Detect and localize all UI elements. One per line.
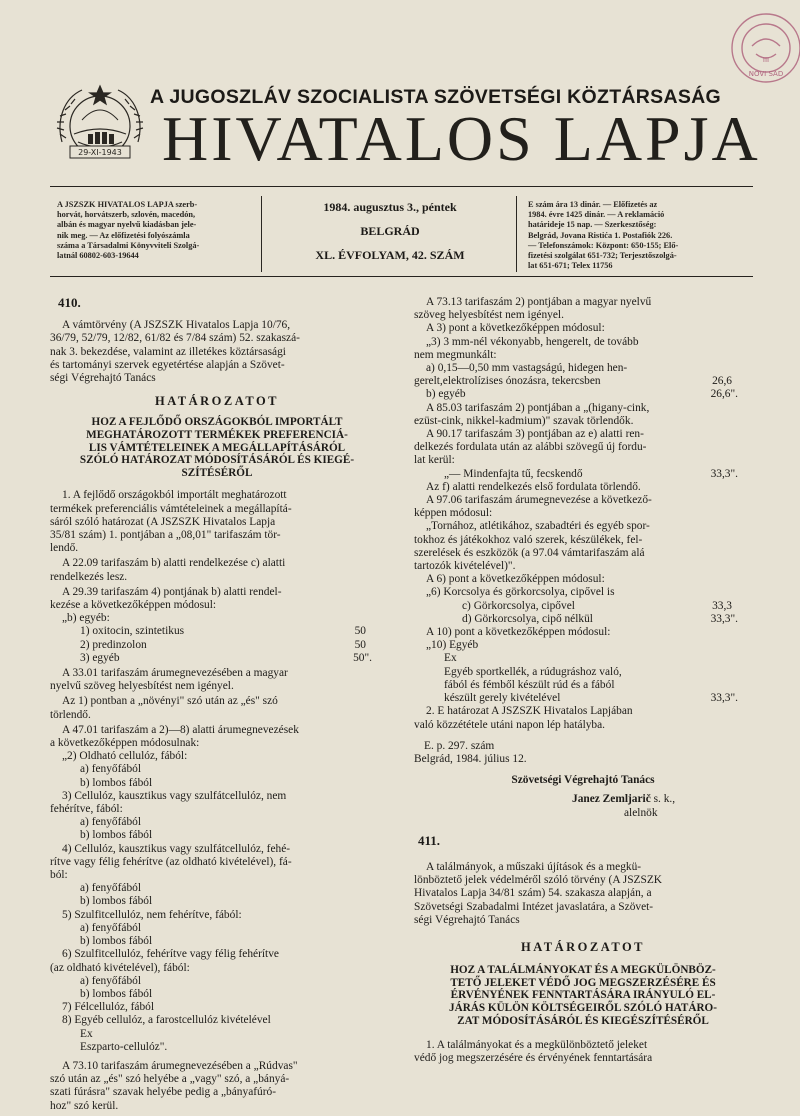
issue-number: XL. ÉVFOLYAM, 42. SZÁM <box>315 248 465 262</box>
list-item: b) lombos fából <box>80 987 153 1000</box>
text-line: JÁRÁS KÜLÖN KÖLTSÉGEIRŐL SZÓLÓ HATÁRO- <box>449 1001 717 1014</box>
list-item: fehérítve, fából: <box>50 803 123 816</box>
info-line: 1984. évre 1425 dinár. — A reklamáció <box>528 210 665 220</box>
text-line: ségi Végrehajtó Tanács <box>50 372 156 385</box>
tariff-label: 2) predinzolon <box>80 638 147 651</box>
text-line: hoz" szó kerül. <box>50 1099 119 1112</box>
tariff-label: „— Mindenfajta tű, fecskendő <box>444 467 583 480</box>
text-line: A 6) pont a következőképpen módosul: <box>426 573 605 586</box>
tariff-value: 50". <box>353 651 372 664</box>
text-line: HOZ A FEJLŐDŐ ORSZÁGOKBÓL IMPORTÁLT <box>91 416 343 429</box>
list-item: 3) Cellulóz, kausztikus vagy szulfátcellulóz, nem <box>62 789 287 802</box>
text-line: lendő. <box>50 542 79 555</box>
info-divider-left <box>261 196 262 272</box>
council-name: Szövetségi Végrehajtó Tanács <box>511 774 655 787</box>
decree-number-2: 411. <box>418 832 441 848</box>
tariff-row <box>414 362 752 375</box>
list-item: a) fenyőfából <box>80 974 142 987</box>
text-line: „Tornához, atlétikához, szabadtéri és egyéb spor- <box>426 520 650 533</box>
text-line: A 3) pont a következőképpen módosul: <box>426 322 605 335</box>
list-item: 8) Egyéb cellulóz, a farostcellulóz kivételével <box>62 1014 271 1027</box>
text-line: nyelvű szöveg helyesbítést nem igényel. <box>50 680 234 693</box>
text-line: 1. A fejlődő országokból importált meghatározott <box>62 489 287 502</box>
text-line: kezése a következőképpen módosul: <box>50 599 217 612</box>
decree-headline-2: HATÁROZATOT <box>520 939 646 954</box>
text-line: szerelések és eszközök (a 97.04 vámtarifaszám alá <box>414 546 645 559</box>
text-line: lönböztető jelek védelméről szóló törvény (A JSZSZK <box>414 874 663 887</box>
text-line: SZÍTÉSÉRŐL <box>181 466 253 479</box>
masthead-rule-top <box>50 186 753 187</box>
text-line: A vámtörvény (A JSZSZK Hivatalos Lapja 10/76, <box>62 319 291 332</box>
tariff-value: 26,6". <box>710 388 738 401</box>
info-line: száma a Társadalmi Könyvviteli Szolgá- <box>57 240 200 250</box>
text-line: 2. E határozat A JSZSZK Hivatalos Lapjában <box>426 705 633 718</box>
decree-number: 410. <box>58 295 81 310</box>
state-emblem-icon <box>52 80 148 170</box>
paragraph-7 <box>50 1060 384 1113</box>
tariff-label: gerelt,elektrolízises ónozásra, tekercsben <box>414 375 601 388</box>
issue-date: 1984. augusztus 3., péntek <box>323 200 457 214</box>
text-line: nak 3. bekezdése, valamint az illetékes köztársasági <box>50 345 286 358</box>
tariff-row <box>414 375 752 388</box>
price-info <box>528 200 743 271</box>
info-line: fizetési szolgálat 651-732; Terjesztőszolgá- <box>528 251 677 261</box>
republic-title: A JUGOSZLÁV SZOCIALISTA SZÖVETSÉGI KÖZTÁRSASÁG <box>150 86 722 108</box>
text-line: TETŐ JELEKET VÉDŐ JOG MEGSZERZÉSÉRE ÉS <box>450 976 716 989</box>
list-item: (az oldható kivételével), fából: <box>50 961 190 974</box>
tariff-label: a) 0,15—0,50 mm vastagságú, hidegen hen- <box>426 362 628 375</box>
stamp-city-label: NOVI SAD <box>748 70 784 78</box>
text-line: a következőképpen módosulnak: <box>50 737 200 750</box>
list-item: b) lombos fából <box>80 895 153 908</box>
tariff-label: 1) oxitocin, szintetikus <box>80 625 185 638</box>
masthead-rule-bottom <box>50 276 753 277</box>
signer-suffix: s. k., <box>650 793 676 806</box>
text-line: szati fúrásra" szavak helyébe pedig a „bányafúró- <box>50 1086 277 1099</box>
list-item: 5) Szulfitcellulóz, nem fehérítve, fából: <box>62 908 242 921</box>
tariff-value: 33,3". <box>710 612 738 625</box>
text-line: A 73.13 tarifaszám 2) pontjában a magyar nyelvű <box>426 296 652 308</box>
right-column <box>414 296 752 1066</box>
text-line: Hivatalos Lapja 34/81 szám) 54. szakasza alapján, a <box>414 887 652 900</box>
tariff-value: 33,3". <box>710 692 738 705</box>
text-line: 36/79, 52/79, 12/82, 61/82 és 7/84 szám) 52. szakaszá- <box>50 332 300 345</box>
paragraph-2 <box>50 557 384 583</box>
text-line: A 29.39 tarifaszám 4) pontjának b) alatti rendel- <box>62 585 282 598</box>
list-item: a) fenyőfából <box>80 921 142 934</box>
text-line: „b) egyéb: <box>62 612 110 625</box>
signature <box>414 793 752 806</box>
list-item: b) lombos fából <box>80 935 153 948</box>
tariff-value: 50 <box>354 638 366 651</box>
text-line: való közzététele utáni napon lép hatályba. <box>414 718 606 731</box>
text-line: sáról szóló határozat (A JSZSZK Hivatalos Lapja <box>50 515 276 528</box>
list-item: Eszparto-cellulóz". <box>80 1040 168 1053</box>
paragraph-4 <box>50 667 384 693</box>
gazette-title: HIVATALOS LAPJA <box>162 103 761 174</box>
list-item: Ex <box>80 1027 93 1040</box>
info-line: — Telefonszámok: Központ: 650-155; Elő- <box>528 240 679 250</box>
text-line: HOZ A TALÁLMÁNYOKAT ÉS A MEGKÜLÖNBÖZ- <box>450 964 716 977</box>
decree-date: Belgrád, 1984. július 12. <box>414 752 527 765</box>
decree-intro-2 <box>414 861 752 927</box>
list-item: ból: <box>50 869 68 882</box>
info-line: A JSZSZK HIVATALOS LAPJA szerb- <box>57 200 198 209</box>
text-line: lat kerül: <box>414 454 455 467</box>
text-line: Szövetségi Szabadalmi Intézet javaslatára, a Szövet- <box>414 900 654 913</box>
text-line: A 73.10 tarifaszám árumegnevezésében a „Rúdvas" <box>62 1059 298 1072</box>
issue-place: BELGRÁD <box>360 224 420 238</box>
decree-subhead-2 <box>414 964 752 1027</box>
tariff-row <box>414 388 752 401</box>
text-line: A 22.09 tarifaszám b) alatti rendelkezése c) alatti <box>62 557 286 570</box>
text-line: SZÓLÓ HATÁROZAT MÓDOSÍTÁSÁRÓL ÉS KIEGÉ- <box>79 454 355 467</box>
info-line: E szám ára 13 dinár. — Előfizetés az <box>528 200 658 209</box>
signer-name: Janez Zemljarič <box>572 793 651 806</box>
text-line: 35/81 szám) 1. pontjában a „08,01" tarifaszám tör- <box>50 529 281 541</box>
tariff-row <box>414 613 752 626</box>
text-line: ezüst-cink, nikkel-kadmium)" szavak törlendők. <box>414 414 634 427</box>
text-line: A találmányok, a műszaki újítások és a megkü- <box>426 860 642 873</box>
info-line: határideje 15 nap. — Szerkesztőség: <box>528 220 657 230</box>
text-line: Egyéb sportkellék, a rúdugráshoz való, <box>444 665 622 678</box>
text-line: 1. A találmányokat és a megkülönböztető jeleket <box>426 1039 648 1052</box>
decree-headline: HATÁROZATOT <box>154 394 280 409</box>
tariff-value: 26,6 <box>712 375 732 388</box>
emblem-date-label: 29-XI-1943 <box>78 148 122 157</box>
tariff-label: b) egyéb <box>426 388 466 401</box>
tariff-row <box>50 639 384 652</box>
list-item: a) fenyőfából <box>80 763 142 776</box>
text-line: A 10) pont a következőképpen módosul: <box>426 626 611 639</box>
text-line: Ex <box>444 652 457 665</box>
list-item: b) lombos fából <box>80 829 153 842</box>
tariff-value: 50 <box>354 625 366 638</box>
tariff-row <box>50 625 384 638</box>
info-line: Belgrád, Jovana Ristića 1. Postafiók 226. <box>528 230 673 240</box>
text-line: „10) Egyéb <box>426 639 479 652</box>
text-line: A 90.17 tarifaszám 3) pontjában az e) alatti ren- <box>426 428 644 441</box>
text-line: és tartományi szervek egyetértése alapján a Szövet- <box>50 358 285 371</box>
stamp-number-label: III <box>762 56 770 64</box>
tariff-row <box>414 468 752 481</box>
info-line: albán és magyar nyelvű kiadásban jele- <box>57 220 197 230</box>
text-line: Az 1) pontban a „növényi" szó után az „és" szó <box>62 695 278 708</box>
text-line: ségi Végrehajtó Tanács <box>414 913 520 926</box>
tariff-row <box>50 652 384 665</box>
text-line: nem megmunkált: <box>414 348 497 361</box>
library-stamp-icon <box>722 6 800 90</box>
text-line: A 47.01 tarifaszám a 2)—8) alatti árumegnevezések <box>62 723 299 736</box>
text-line: rendelkezés lesz. <box>50 570 128 583</box>
tariff-label: „6) Korcsolya és görkorcsolya, cipővel is <box>426 586 615 599</box>
list-item: b) lombos fából <box>80 776 153 789</box>
text-line: védő jog megszerzésére és érvényének fenntartására <box>414 1052 653 1065</box>
decree-subhead <box>50 416 384 479</box>
paragraph-final <box>414 1039 752 1065</box>
info-line: latnál 60802-603-19644 <box>57 251 139 261</box>
reference-number: E. p. 297. szám <box>424 739 495 752</box>
info-line: lat 651-671; Telex 11756 <box>528 261 613 271</box>
tariff-row <box>414 600 752 613</box>
tariff-label: d) Görkorcsolya, cipő nélkül <box>462 612 593 625</box>
list-item: 4) Cellulóz, kausztikus vagy szulfátcellulóz, fehé- <box>62 842 291 855</box>
text-line: ZAT MÓDOSÍTÁSÁRÓL ÉS KIEGÉSZÍTÉSÉRŐL <box>457 1014 709 1027</box>
info-divider-right <box>516 196 517 272</box>
tariff-value: 33,3". <box>710 467 738 480</box>
list-item: a) fenyőfából <box>80 882 142 895</box>
issue-info <box>270 200 510 272</box>
text-line: delkezés fordulata után az alábbi szövegű új fordu- <box>414 441 647 454</box>
text-line: ÉRVÉNYÉNEK FENNTARTÁSÁRA IRÁNYULÓ EL- <box>450 989 716 1002</box>
text-line: szöveg helyesbítést nem igényel. <box>414 309 564 322</box>
paragraph-1 <box>50 489 384 555</box>
text-line: szó után az „és" szó helyébe a „vagy" szó, a „bányá- <box>50 1073 290 1086</box>
text-line: tartozók kivételével)". <box>414 560 516 573</box>
info-line: nik meg. — Az előfizetési folyószámla <box>57 230 190 240</box>
left-column <box>50 296 384 1113</box>
tariff-label: c) Görkorcsolya, cipővel <box>462 599 575 612</box>
tariff-label: készült gerely kivételével <box>444 692 561 705</box>
cellulose-list <box>50 750 384 1054</box>
text-line: fából és fémből készült rúd és a fából <box>444 678 615 691</box>
text-line: MEGHATÁROZOTT TERMÉKEK PREFERENCIÁ- <box>86 429 348 442</box>
signer-title: alelnök <box>624 806 658 819</box>
list-item: „2) Oldható cellulóz, fából: <box>62 750 188 763</box>
text-line: A 85.03 tarifaszám 2) pontjában a „(higany-cink, <box>426 401 650 414</box>
publication-info <box>57 200 257 261</box>
decree-intro <box>50 319 384 385</box>
info-line: horvát, horvátszerb, szlovén, macedón, <box>57 210 196 220</box>
list-item: rítve vagy félig fehérítve (az oldható kivételével), fá- <box>50 855 292 868</box>
text-line: LIS VÁMTÉTELEINEK A MEGÁLLAPÍTÁSÁRÓL <box>88 441 346 454</box>
tariff-value: 33,3 <box>712 599 732 612</box>
text-line: képpen módosul: <box>414 507 493 520</box>
list-item: a) fenyőfából <box>80 816 142 829</box>
list-item: 6) Szulfitcellulóz, fehérítve vagy félig fehérítve <box>62 948 279 961</box>
text-line: termékek preferenciális vámtételeinek a megállapítá- <box>50 502 292 515</box>
paragraph-5 <box>50 695 384 721</box>
text-line: Az f) alatti rendelkezés első fordulata törlendő. <box>426 480 641 493</box>
text-line: A 33.01 tarifaszám árumegnevezésében a magyar <box>62 667 288 680</box>
paragraph-3 <box>50 586 384 665</box>
tariff-row <box>414 692 752 705</box>
text-line: törlendő. <box>50 708 91 721</box>
text-line: „3) 3 mm-nél vékonyabb, hengerelt, de tovább <box>426 335 639 348</box>
list-item: 7) Félcellulóz, fából <box>62 1001 155 1014</box>
tariff-row <box>414 586 752 599</box>
text-line: A 97.06 tarifaszám árumegnevezése a következő- <box>426 494 652 507</box>
tariff-label: 3) egyéb <box>80 651 120 664</box>
paragraph-6 <box>50 724 384 750</box>
text-line: tokhoz és játékokhoz való szerek, készülékek, fel- <box>414 533 643 546</box>
